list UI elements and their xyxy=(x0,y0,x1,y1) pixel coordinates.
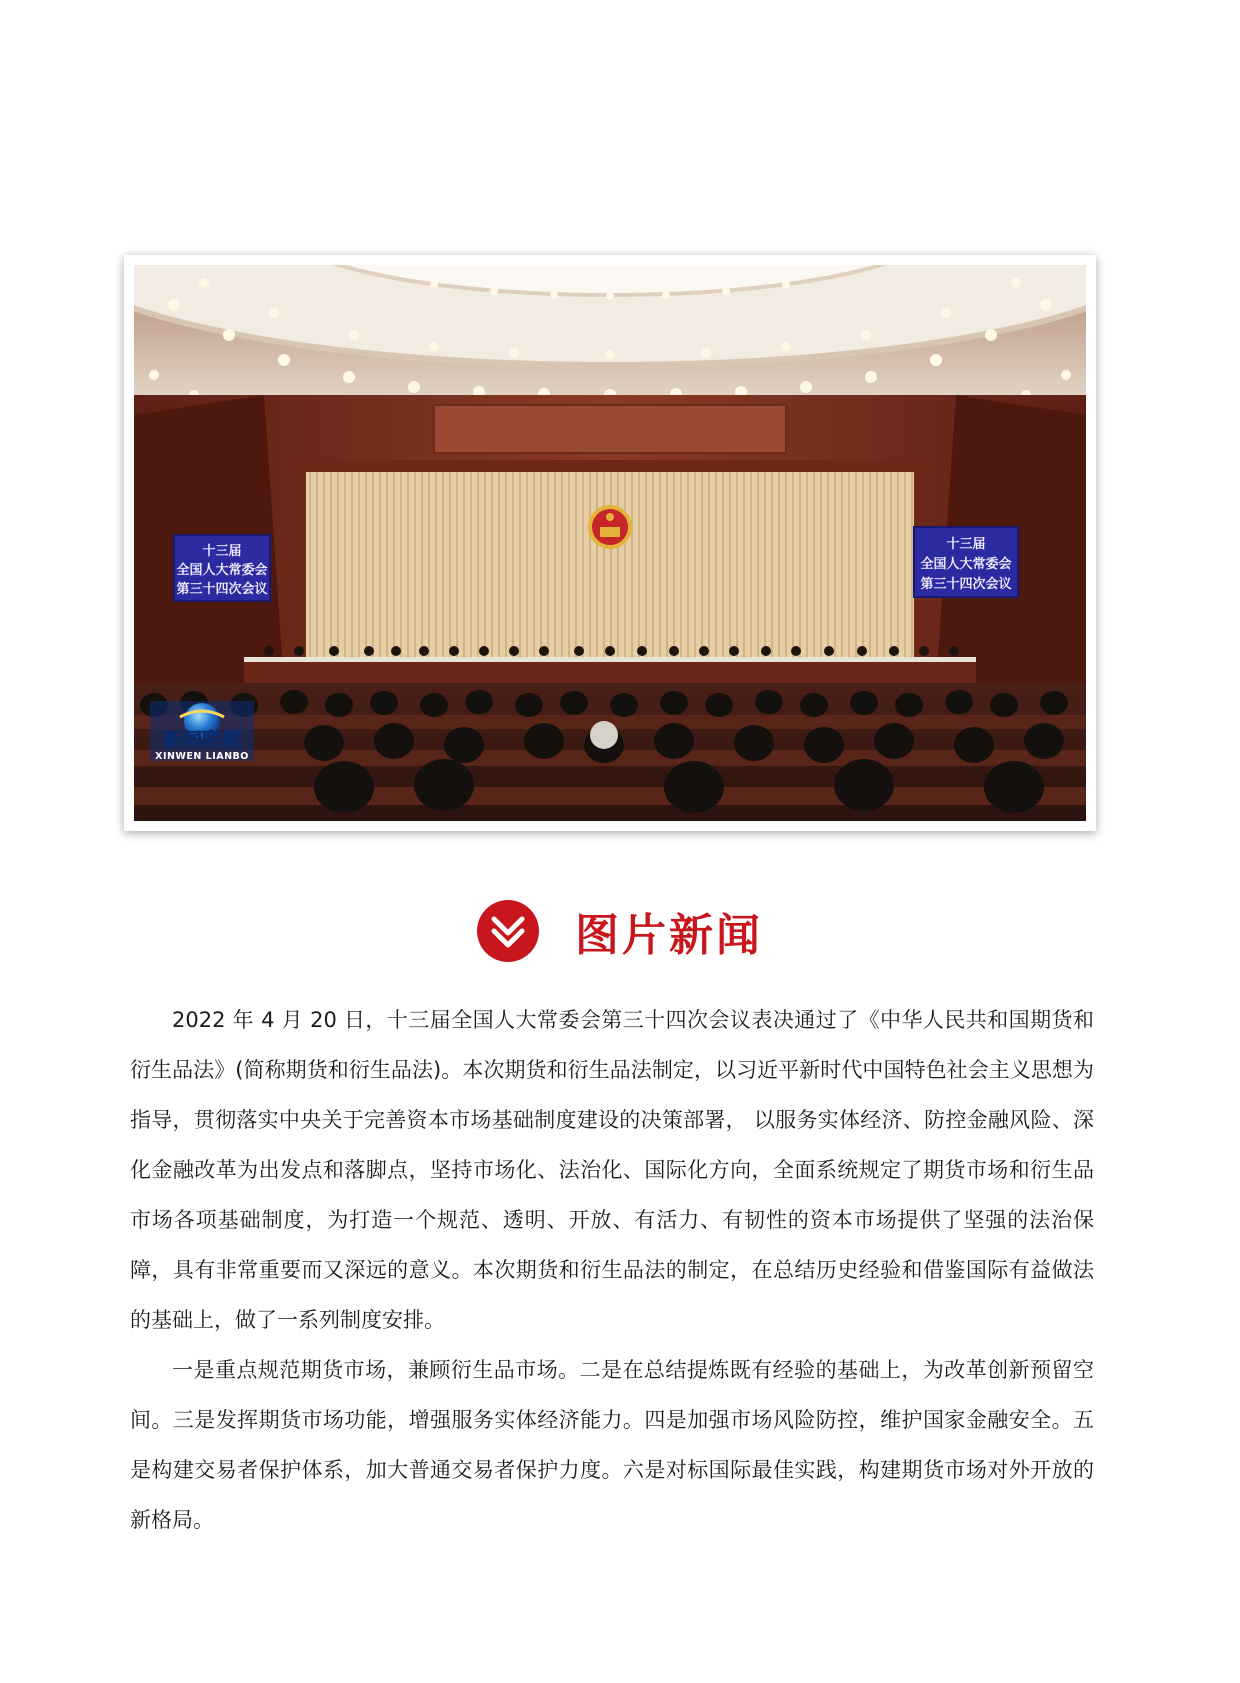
double-chevron-down-icon xyxy=(477,900,539,962)
article-body xyxy=(130,995,1094,1545)
rostrum xyxy=(244,660,976,684)
left-screen-line-2: 全国人大常委会 xyxy=(176,563,268,578)
national-emblem xyxy=(590,507,630,547)
article-paragraph: 2022 年 4 月 20 日，十三届全国人大常委会第三十四次会议表决通过了《中华人民共和国期货和衍生品法》(简称期货和衍生品法)。本次期货和衍生品法制定，以习近平新时代中国特色社会主义思想为指导，贯彻落实中央关于完善资本市场基础制度建设的决策部署， 以服务实体经济、防控金融风险、深化金融改革为出发点和落脚点，坚持市场化、法治化、国际化方向，全面系统规定了期货市场和衍生品市场各项基础制度，为打造一个规范、透明、开放、有活力、有韧性的资本市场提供了坚强的法治保障，具有非常重要而又深远的意义。本次期货和衍生品法的制定，在总结历史经验和借鉴国际有益做法的基础上，做了一系列制度安排。 xyxy=(130,1008,1094,1332)
right-screen xyxy=(914,527,1018,597)
logo-english-text: XINWEN LIANBO xyxy=(155,751,249,762)
left-screen-line-1: 十三届 xyxy=(202,544,242,559)
logo-chinese-text: 新闻联播 xyxy=(163,729,241,751)
stage-curtain xyxy=(306,470,914,660)
xinwen-lianbo-logo xyxy=(150,701,254,762)
section-title: 图片新闻 xyxy=(575,910,763,961)
article-paragraph: 一是重点规范期货市场，兼顾衍生品市场。二是在总结提炼既有经验的基础上，为改革创新预留空间。三是发挥期货市场功能，增强服务实体经济能力。四是加强市场风险防控，维护国家金融安全。五是构建交易者保护体系，加大普通交易者保护力度。六是对标国际最佳实践，构建期货市场对外开放的新格局。 xyxy=(130,1358,1094,1532)
right-screen-line-1: 十三届 xyxy=(946,537,986,552)
left-screen-line-3: 第三十四次会议 xyxy=(176,582,268,597)
right-screen-line-2: 全国人大常委会 xyxy=(920,557,1012,572)
meeting-hall-photo xyxy=(134,265,1086,821)
left-screen xyxy=(174,535,270,601)
photo-frame xyxy=(124,255,1096,831)
right-screen-line-3: 第三十四次会议 xyxy=(920,577,1012,592)
section-heading xyxy=(0,896,1240,966)
